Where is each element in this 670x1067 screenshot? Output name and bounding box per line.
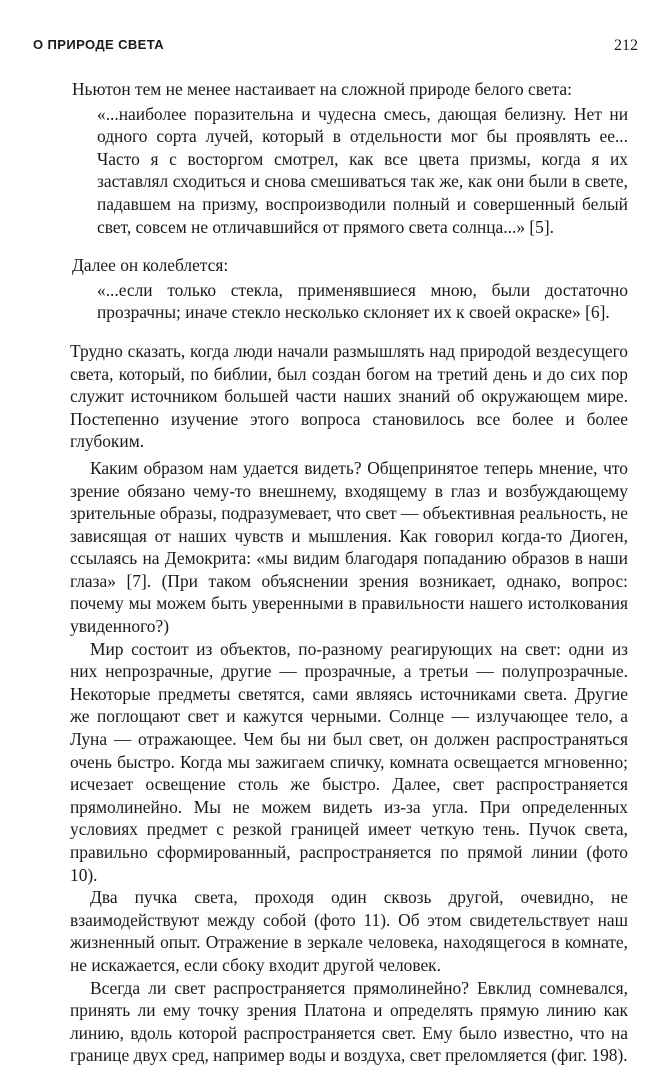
- page-number: 212: [614, 37, 638, 54]
- paragraph-1: Трудно сказать, когда люди начали размышлять над природой вездесущего света, который, по библии, был создан богом на третий день и до сих пор служит источником большей части наших знаний об окружающем мире. Постепенно изучение этого вопроса становилось все более и более глубоким.: [70, 340, 628, 452]
- quote-intro-1: Ньютон тем не менее настаивает на сложной природе белого света:: [72, 79, 572, 99]
- quote-intro-2: Далее он колеблется:: [72, 255, 229, 276]
- block-quote-2: «...если только стекла, применявшиеся мною, были достаточно прозрачны; иначе стекло несколько склоняет их к своей окраске» [6].: [97, 279, 628, 323]
- paragraph-5: Всегда ли свет распространяется прямолинейно? Евклид сомневался, принять ли ему точку зрения Платона и определять прямую линию как линию, вдоль которой распространяется свет. Ему было известно, что на границе двух сред, например воды и воздуха, свет преломляется (фиг. 198).: [70, 977, 628, 1066]
- running-title: О ПРИРОДЕ СВЕТА: [33, 37, 165, 52]
- paragraph-2: Каким образом нам удается видеть? Общепринятое теперь мнение, что зрение обязано чему-то внешнему, входящему в глаз и возбуждающему зрительные образы, подразумевает, что свет — объективная реальность, не зависящая от наших чувств и мышления. Как говорил когда-то Диоген, ссылаясь на Демокрита: «мы видим благодаря попаданию образов в наши глаза» [7]. (При таком объяснении зрения возникает, однако, вопрос: почему мы можем быть уверенными в правильности нашего истолкования увиденного?): [70, 457, 628, 637]
- page-header: [33, 37, 638, 61]
- page-body: [70, 78, 628, 1067]
- block-quote-1: «...наиболее поразительна и чудесна смесь, дающая белизну. Нет ни одного сорта лучей, который в отдельности мог бы проявлять ее... Часто я с восторгом смотрел, как все цвета призмы, когда я их заставлял сходиться и снова смешиваться так же, как они были в свете, падавшем на призму, воспроизводили полный и совершенный белый свет, совсем не отличавшийся от прямого света солнца...» [5].: [97, 103, 628, 237]
- paragraph-4: Два пучка света, проходя один сквозь другой, очевидно, не взаимодействуют между собой (фото 11). Об этом свидетельствует наш жизненный опыт. Отражение в зеркале человека, находящегося в комнате, не искажается, если сбоку входит другой человек.: [70, 887, 628, 975]
- paragraph-3: Мир состоит из объектов, по-разному реагирующих на свет: одни из них непрозрачные, другие — прозрачные, а третьи — полупрозрачные. Некоторые предметы светятся, сами являясь источниками света. Другие же поглощают свет и кажутся черными. Солнце — излучающее тело, а Луна — отражающее. Чем бы ни был свет, он должен распространяться очень быстро. Когда мы зажигаем спичку, комната освещается мгновенно; исчезает освещение столь же быстро. Далее, свет распространяется прямолинейно. Мы не можем видеть из-за угла. При определенных условиях предмет с резкой границей имеет четкую тень. Пучок света, правильно сформированный, распространяется по прямой линии (фото 10).: [70, 638, 628, 885]
